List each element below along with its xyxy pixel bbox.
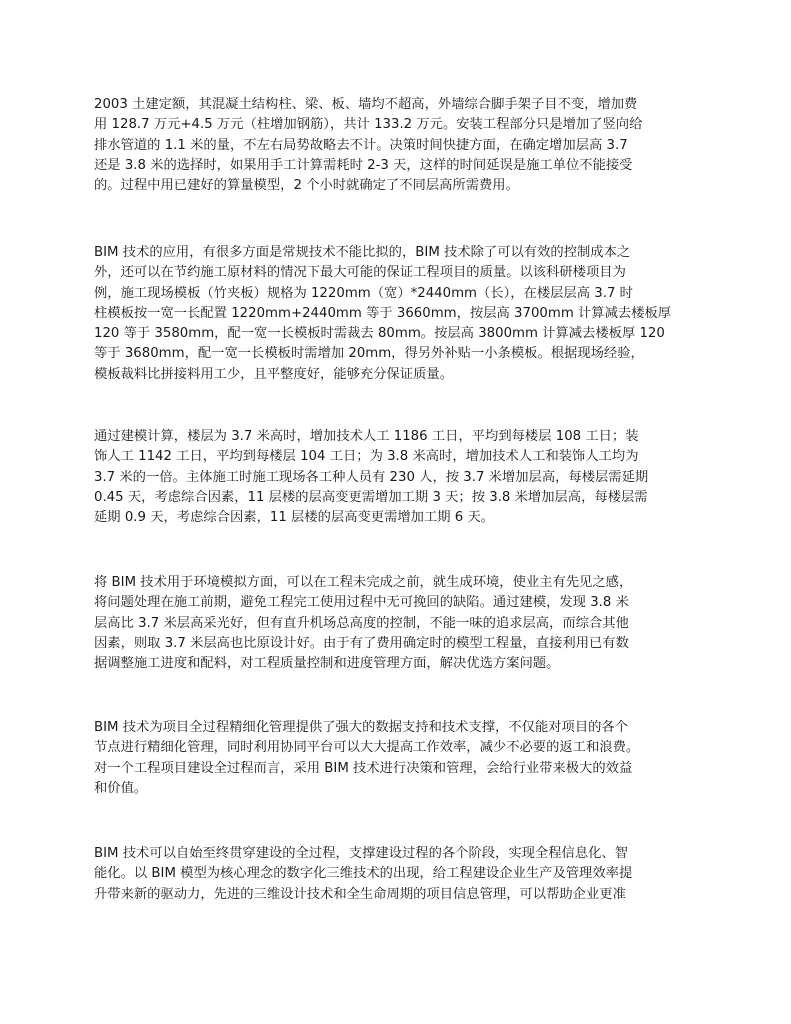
paragraph-formwork-quality (94, 243, 700, 385)
text-line: 节点进行精细化管理，同时利用协同平台可以大大提高工作效率，减少不必要的返工和浪费。 (94, 740, 640, 756)
text-line: 2003 土建定额，其混凝土结构柱、梁、板、墙均不超高，外墙综合脚手架子目不变，增加费 (94, 97, 638, 112)
paragraph-lifecycle (94, 844, 700, 905)
text-line: 120 等于 3580mm，配一宽一长模板时需裁去 80mm。按层高 3800mm 计算减去楼板厚 120 (94, 326, 665, 342)
text-line: 0.45 天，考虑综合因素，11 层楼的层高变更需增加工期 3 天；按 3.8 米增加层高，每楼层需 (94, 489, 648, 505)
paragraph-labor-schedule (94, 427, 700, 528)
text-line: 据调整施工进度和配料，对工程质量控制和进度管理方面，解决优选方案问题。 (94, 656, 560, 672)
text-line: 对一个工程项目建设全过程而言，采用 BIM 技术进行决策和管理，会给行业带来极大的效益 (94, 760, 633, 776)
text-line: 将 BIM 技术用于环境模拟方面，可以在工程未完成之前，就生成环境，使业主有先见之感， (94, 575, 633, 590)
text-line: 3.7 米的一倍。主体施工时施工现场各工种人员有 230 人，按 3.7 米增加层高，每楼层需延期 (94, 469, 649, 485)
paragraph-fine-management (94, 718, 700, 799)
text-line: 模板裁料比拼接料用工少，且平整度好，能够充分保证质量。 (94, 366, 454, 382)
text-line: 等于 3680mm，配一宽一长模板时需增加 20mm，得另外补贴一小条模板。根据现场经验， (94, 346, 644, 362)
paragraph-environment-simulation (94, 573, 700, 674)
text-line: 和价值。 (94, 780, 148, 796)
text-line: 延期 0.9 天，考虑综合因素，11 层楼的层高变更需增加工期 6 天。 (94, 510, 495, 526)
text-line: 将问题处理在施工前期，避免工程完工使用过程中无可挽回的缺陷。通过建模，发现 3.8 米 (94, 595, 629, 611)
text-line: BIM 技术为项目全过程精细化管理提供了强大的数据支持和技术支撑，不仅能对项目的各个 (94, 720, 629, 735)
text-line: 还是 3.8 米的选择时，如果用手工计算需耗时 2-3 天，这样的时间延误是施工单位不能接受 (94, 157, 633, 173)
text-line: 饰人工 1142 工日，平均到每楼层 104 工日；为 3.8 米高时，增加技术人工和装饰人工均为 (94, 449, 639, 465)
text-line: 外，还可以在节约施工原材料的情况下最大可能的保证工程项目的质量。以该科研楼项目为 (94, 265, 626, 281)
text-line: BIM 技术的应用，有很多方面是常规技术不能比拟的，BIM 技术除了可以有效的控制成本之 (94, 245, 631, 260)
text-line: 例，施工现场模板（竹夹板）规格为 1220mm（宽）*2440mm（长），在楼层层高 3.7 时 (94, 285, 633, 301)
text-line: 通过建模计算，楼层为 3.7 米高时，增加技术人工 1186 工日，平均到每楼层 108 工日；装 (94, 429, 639, 444)
text-line: 因素，则取 3.7 米层高也比原设计好。由于有了费用确定时的模型工程量，直接利用已有数 (94, 635, 629, 651)
text-line: 柱模板按一宽一长配置 1220mm+2440mm 等于 3660mm，按层高 3700mm 计算减去楼板厚 (94, 305, 672, 321)
text-line: 的。过程中用已建好的算量模型，2 个小时就确定了不同层高所需费用。 (94, 178, 519, 194)
text-line: 用 128.7 万元+4.5 万元（柱增加钢筋），共计 133.2 万元。安装工程部分只是增加了竖向给 (94, 117, 643, 133)
paragraph-cost-analysis (94, 95, 700, 196)
text-line: 排水管道的 1.1 米的量，不左右局势故略去不计。决策时间快捷方面，在确定增加层高 3.7 (94, 137, 628, 153)
text-line: 升带来新的驱动力，先进的三维设计技术和全生命周期的项目信息管理，可以帮助企业更准 (94, 886, 626, 902)
text-line: 层高比 3.7 米层高采光好，但有直升机场总高度的控制，不能一味的追求层高，而综合其他 (94, 615, 629, 631)
text-line: 能化。以 BIM 模型为核心理念的数字化三维技术的出现，给工程建设企业生产及管理效率提 (94, 866, 633, 882)
text-line: BIM 技术可以自始至终贯穿建设的全过程，支撑建设过程的各个阶段，实现全程信息化、智 (94, 846, 629, 861)
